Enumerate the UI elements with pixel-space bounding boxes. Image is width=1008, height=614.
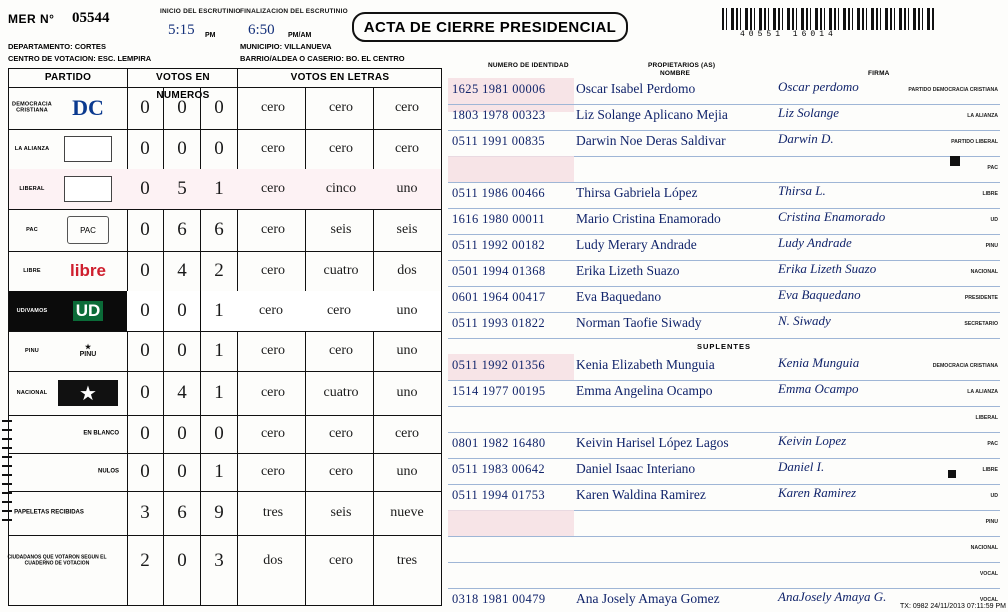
table-row [9,535,441,587]
signatory-name: Eva Baquedano [576,289,662,304]
digit-1: 0 [140,178,150,199]
letter-3: cero [394,100,420,115]
digit-1: 3 [140,502,150,523]
letter-1: cero [260,181,286,196]
identity-number: 0601 1964 00417 [452,290,546,304]
row-party-label: CIUDADANOS QUE VOTARON SEGUN EL CUADERNO DE VOTACION [7,554,107,566]
signatory-row [448,104,1000,131]
row-party-label: LIBERAL [19,185,45,192]
letter-2: cinco [325,181,357,196]
page-title: ACTA DE CIERRE PRESIDENCIAL [352,12,628,42]
centro-value: ESC. LEMPIRA [97,54,152,63]
row-party-label: DEMOCRACIA CRISTIANA [12,101,52,114]
signatory-name: Oscar Isabel Perdomo [576,81,696,96]
suplente-row [448,380,1000,407]
letter-1: cero [260,222,286,237]
role-label: NACIONAL [970,269,998,275]
signatory-name: Ludy Merary Andrade [576,237,697,252]
signature: N. Siwady [778,313,831,328]
suplente-row [448,510,1000,537]
letter-2: cuatro [323,263,359,278]
col-identidad-label: NUMERO DE IDENTIDAD [488,62,569,69]
inicio-escrutinio-time: 5:15 [168,22,195,38]
municipio-label: MUNICIPIO: [240,42,283,51]
digit-1: 0 [127,291,163,331]
letter-1: cero [260,385,286,400]
dc-logo: DC [72,95,104,120]
signatory-row [448,130,1000,157]
role-label: PAC [987,165,998,171]
letter-2: cero [328,100,354,115]
col-votos-numeros: VOTOS EN NUMEROS [127,69,238,87]
signatory-name: Thirsa Gabriela López [576,185,698,200]
digit-1: 0 [140,382,150,403]
letter-3: seis [396,222,418,237]
nacional-logo: ★ [55,378,121,408]
departamento-line [8,42,106,51]
digit-2: 4 [177,260,187,281]
role-label: UD [990,493,998,499]
digit-2: 0 [177,423,187,444]
identity-number: 1625 1981 00006 [452,82,546,96]
inicio-escrutinio-label: INICIO DEL ESCRUTINIO [160,8,241,15]
col-votos-letras: VOTOS EN LETRAS [237,69,442,87]
signatory-row [448,78,1000,105]
identity-number: 0511 1992 01356 [452,358,546,372]
digit-2: 0 [177,461,187,482]
departamento-label: DEPARTAMENTO: [8,42,73,51]
signature: Cristina Enamorado [778,209,886,224]
suplente-row [448,458,1000,485]
signatory-name: Darwin Noe Deras Saldivar [576,133,726,148]
role-label: NACIONAL [970,545,998,551]
letter-3: nueve [390,505,424,520]
signature: Kenia Munguia [778,355,860,370]
final-escrutinio-ampm: PM/AM [288,32,312,39]
signatory-name: Karen Waldina Ramirez [576,487,706,502]
letter-1: tres [262,505,284,520]
digit-2: 0 [177,340,187,361]
signatories-section [448,62,1000,610]
digit-3: 6 [214,219,224,240]
letter-3: uno [396,303,418,318]
signatory-row [448,156,1000,183]
suplente-row [448,354,1000,381]
role-label: LA ALIANZA [967,113,998,119]
identity-number: 0318 1981 00479 [452,592,546,606]
digit-1: 0 [140,219,150,240]
municipio-line [240,42,332,51]
identity-number: 0501 1994 01368 [452,264,546,278]
barrio-line [240,54,405,63]
letter-1: cero [260,263,286,278]
signatory-name: Mario Cristina Enamorado [576,211,721,226]
digit-3: 0 [214,423,224,444]
table-row [9,371,441,416]
signatory-row [448,286,1000,313]
digit-1: 0 [140,97,150,118]
role-label: PINU [985,519,998,525]
digit-2: 0 [164,291,200,331]
table-row [9,209,441,252]
centro-label: CENTRO DE VOTACION: [8,54,96,63]
role-label: PAC [987,441,998,447]
role-label: VOCAL [979,571,998,577]
identity-number: 0801 1982 16480 [452,436,546,450]
letter-1: cero [260,343,286,358]
digit-2: 5 [177,178,187,199]
identity-number: 0511 1986 00466 [452,186,546,200]
scan-stamp: TX: 0982 24/11/2013 07:11:59 PM [900,603,1006,610]
letter-2: seis [330,222,352,237]
table-row [9,291,441,332]
document-header [0,0,1008,62]
letter-3: uno [396,343,418,358]
final-escrutinio-label: FINALIZACION DEL ESCRUTINIO [240,8,348,15]
digit-3: 1 [201,291,237,331]
alianza-logo [55,134,121,164]
suplente-row [448,484,1000,511]
suplentes-heading: SUPLENTES [696,342,751,351]
digit-3: 1 [214,178,224,199]
role-label: PARTIDO DEMOCRACIA CRISTIANA [908,87,998,93]
digit-1: 0 [140,138,150,159]
suplente-row [448,562,1000,589]
signature: AnaJosely Amaya G. [778,589,887,604]
inicio-escrutinio-ampm: PM [205,32,216,39]
signatory-row [448,208,1000,235]
signature: Ludy Andrade [778,235,852,250]
barrio-label: BARRIO/ALDEA O CASERIO: [240,54,344,63]
letter-2: cero [328,464,354,479]
final-escrutinio-time: 6:50 [248,22,275,38]
letter-3: cero [394,426,420,441]
suplente-row [448,536,1000,563]
role-label: LIBERAL [975,415,998,421]
digit-3: 1 [214,340,224,361]
role-label: LA ALIANZA [967,389,998,395]
letter-3: uno [396,385,418,400]
digit-3: 0 [214,138,224,159]
letter-2: seis [330,505,352,520]
role-label: PINU [985,243,998,249]
col-propietarios-label: PROPIETARIOS (AS) [648,62,716,69]
letter-1: cero [260,426,286,441]
signatory-row [448,182,1000,209]
signatory-name: Liz Solange Aplicano Mejia [576,107,728,122]
role-label: PARTIDO LIBERAL [951,139,998,145]
letter-3: tres [396,553,418,568]
digit-1: 0 [140,423,150,444]
pac-logo: PAC [55,215,121,245]
signature: Thirsa L. [778,183,826,198]
barcode-bars [722,8,934,30]
signature: Keivin Lopez [778,433,847,448]
signature: Daniel I. [778,459,825,474]
signature: Karen Ramirez [778,485,857,500]
digit-2: 0 [177,550,187,571]
mer-label: MER N° [8,12,55,26]
barcode-number: 40551 16014 [740,30,837,39]
letter-1: dos [263,553,283,568]
letter-1: cero [260,141,286,156]
role-label: UD [990,217,998,223]
signature: Erika Lizeth Suazo [778,261,877,276]
letter-2: cero [328,426,354,441]
col-firma-label: FIRMA [868,70,890,77]
row-party-label: PAPELETAS RECIBIDAS [14,509,84,516]
table-row [9,251,441,292]
suplente-row [448,432,1000,459]
row-party-label: PINU [25,347,39,354]
liberal-logo [55,174,121,204]
letter-3: dos [397,263,417,278]
digit-2: 0 [177,138,187,159]
barcode [722,8,934,38]
table-row [9,491,441,536]
letter-3: uno [396,464,418,479]
libre-logo: libre [70,261,106,280]
signatory-row [448,312,1000,339]
signatory-name: Keivin Harisel López Lagos [576,435,729,450]
row-party-label: UD/VAMOS [16,307,48,314]
signature: Darwin D. [778,131,834,146]
letter-2: cuatro [323,385,359,400]
letter-2: cero [328,141,354,156]
letter-2: cero [328,343,354,358]
digit-3: 0 [214,97,224,118]
identity-number: 0511 1994 01753 [452,488,546,502]
identity-number: 1803 1978 00323 [452,108,546,122]
signatory-name: Erika Lizeth Suazo [576,263,680,278]
row-party-label: LA ALIANZA [14,145,50,152]
letter-1: cero [258,303,284,318]
table-row [9,331,441,372]
digit-1: 0 [140,340,150,361]
letter-3: cero [394,141,420,156]
role-label: VOCAL [979,597,998,603]
letter-2: cero [328,553,354,568]
digit-2: 4 [177,382,187,403]
barrio-value: BO. EL CENTRO [345,54,405,63]
table-row [9,87,441,130]
identity-number: 0511 1983 00642 [452,462,546,476]
digit-1: 2 [140,550,150,571]
table-row [9,453,441,492]
digit-3: 1 [214,461,224,482]
digit-3: 9 [214,502,224,523]
municipio-value: VILLANUEVA [284,42,332,51]
digit-1: 0 [140,461,150,482]
signatory-name: Kenia Elizabeth Munguia [576,357,715,372]
digit-2: 6 [177,219,187,240]
tick-marks [2,420,12,560]
letter-1: cero [260,100,286,115]
signature: Emma Ocampo [778,381,859,396]
table-row [9,129,441,170]
identity-number: 0511 1991 00835 [452,134,546,148]
ud-logo: UD [55,296,121,326]
signature: Liz Solange [778,105,840,120]
suplente-row [448,406,1000,433]
role-label: LIBRE [982,191,998,197]
identity-number: 1616 1980 00011 [452,212,546,226]
signatory-row [448,260,1000,287]
votes-table-header [9,69,441,101]
votes-table [8,68,442,606]
col-partido: PARTIDO [44,72,92,83]
signatory-name: Emma Angelina Ocampo [576,383,713,398]
role-label: DEMOCRACIA CRISTIANA [932,363,998,369]
row-party-label: PAC [26,226,38,233]
suplente-row [448,588,1000,614]
role-label: PRESIDENTE [964,295,998,301]
table-row [9,169,441,210]
role-label: SECRETARIO [964,321,998,327]
identity-number: 1514 1977 00195 [452,384,546,398]
letter-3: uno [396,181,418,196]
letter-2: cero [326,303,352,318]
identity-number: 0511 1992 00182 [452,238,546,252]
row-party-label: NULOS [98,468,119,475]
table-row [9,415,441,454]
signature: Eva Baquedano [778,287,861,302]
row-party-label: LIBRE [23,267,41,274]
digit-2: 0 [177,97,187,118]
departamento-value: CORTES [74,42,106,51]
registration-mark [950,156,960,166]
digit-3: 1 [214,382,224,403]
col-nombre-label: NOMBRE [660,70,691,77]
mer-number: 05544 [72,10,110,26]
signature: Oscar perdomo [778,79,859,94]
digit-1: 0 [140,260,150,281]
signatory-name: Ana Josely Amaya Gomez [576,591,720,606]
signatory-name: Daniel Isaac Interiano [576,461,696,476]
identity-number: 0511 1993 01822 [452,316,546,330]
letter-1: cero [260,464,286,479]
digit-3: 2 [214,260,224,281]
digit-3: 3 [214,550,224,571]
signatory-row [448,234,1000,261]
row-party-label: NACIONAL [16,389,48,396]
centro-line [8,54,151,63]
registration-mark [948,470,956,478]
row-party-label: EN BLANCO [83,430,119,437]
pinu-logo: ★ PINU [79,344,97,358]
signatory-name: Norman Taofie Siwady [576,315,702,330]
digit-2: 6 [177,502,187,523]
role-label: LIBRE [982,467,998,473]
